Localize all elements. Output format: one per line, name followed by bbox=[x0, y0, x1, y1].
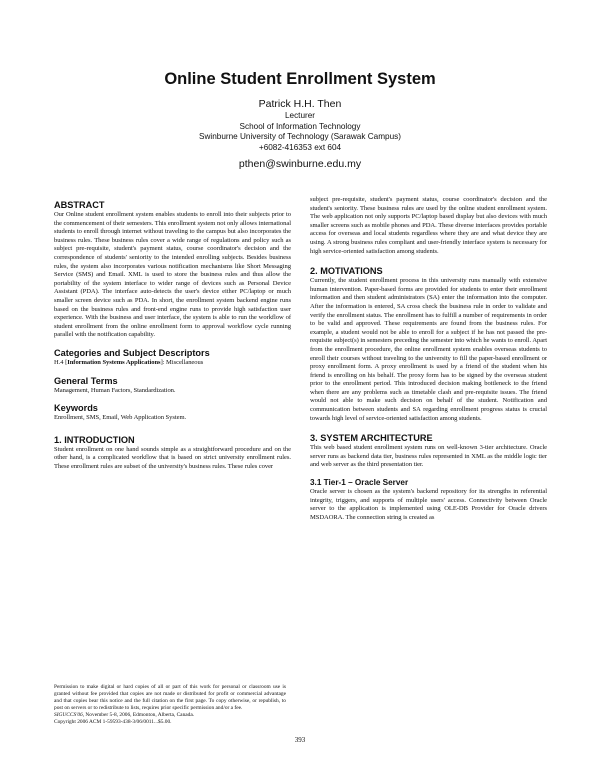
categories-heading: Categories and Subject Descriptors bbox=[54, 347, 210, 358]
permission-block bbox=[54, 684, 286, 727]
introduction-heading: 1. INTRODUCTION bbox=[54, 434, 135, 445]
left-column bbox=[54, 200, 291, 471]
keywords-text: Enrollment, SMS, Email, Web Application System. bbox=[54, 414, 187, 422]
categories-text bbox=[54, 359, 291, 368]
categories-rest: ]: Miscellaneous bbox=[160, 358, 204, 366]
general-terms-heading: General Terms bbox=[54, 375, 118, 386]
general-terms-text: Management, Human Factors, Standardization. bbox=[54, 386, 176, 394]
author-name: Patrick H.H. Then bbox=[258, 98, 342, 110]
keywords-heading: Keywords bbox=[54, 403, 98, 414]
tier1-heading: 3.1 Tier-1 – Oracle Server bbox=[310, 478, 409, 488]
author-phone: +6082-416353 ext 604 bbox=[258, 142, 342, 152]
abstract-heading: ABSTRACT bbox=[54, 200, 105, 210]
motivations-heading: 2. MOTIVATIONS bbox=[310, 266, 383, 277]
page-number: 393 bbox=[294, 736, 306, 744]
copyright-line: Copyright 2006 ACM 1-59593-438-3/06/0011...$5.00. bbox=[54, 719, 172, 726]
author-position: Lecturer bbox=[284, 111, 316, 120]
paper-title: Online Student Enrollment System bbox=[164, 70, 436, 88]
categories-bold: Information Systems Applications bbox=[67, 358, 161, 366]
system-architecture-heading: 3. SYSTEM ARCHITECTURE bbox=[310, 433, 433, 444]
author-email: pthen@swinburne.edu.my bbox=[238, 158, 362, 170]
conference-details: , November 5-8, 2006, Edmonton, Alberta, Canada. bbox=[82, 712, 195, 719]
permission-text: Permission to make digital or hard copies of all or part of this work for personal or classroom use is granted without fee provided that copies are not made or distributed for profit or commercial advantage and that copies bear this notice and the full citation on the first page. To copy otherwise, or republish, to post on servers or to redistribute to lists, requires prior specific permission and/or a fee. bbox=[54, 684, 286, 712]
system-architecture-text: This web based student enrollment system runs on well-known 3-tier architecture. Oracle server runs as backend data tier, business rules represented in XML as the middle logic tier and web server as the third presentation tier. bbox=[310, 444, 547, 469]
motivations-text: Currently, the student enrollment process in this university runs manually with extensive human intervention. Paper-based forms are provided for students to enter their enrollment information and then student administrators (SA) enter the information into the computer. After the information is entered, SA cross check the business rule in order to validate and verify the enrollment status. The enrollment has to fulfill a number of requirements in order to be valid and approved. These requirements are found from the business rules. For example, a student would not be able to enroll for a subject if he has not passed the pre-requisite subject(s) in semesters preceding the semester into which he wants to enroll. Apart from the enrollment procedure, the online enrollment system enables overseas students to enroll their courses without traveling to the university to fill the paper-based enrollment or proxy enrollment form. A proxy enrollment is used by a friend of the student when his friend is enrolling on his behalf. The proxy form has to be signed by the overseas student prior to the enrollment period. This introduced decision making bottleneck to the friend when there are any problems such as timetable clash and pre-requisite issues. The friend would not able to make such decision on behalf of the student. Notification and communication between students and SA regarding enrollment progress status is crucial towards high level of service-oriented satisfaction among students. bbox=[310, 277, 547, 422]
right-column bbox=[310, 196, 547, 522]
abstract-text: Our Online student enrollment system enables students to enroll into their subjects prior to the commencement of their semesters. This enrollment system not only allows international students to enroll through internet without traveling to the campus but also incorporates the business rules. These business rules cover a wide range of regulations and policy such as subject pre-requisite, student's payment status, course coordinator's decision and the correspondence of students' seniority to the intended enrolling subjects. Besides business rules, the system also incorporates various notification mechanisms like Short Messaging Service (SMS) and Email. XML is used to store the business rules and thus allow the portability of the system interface to wider range of devices such as Personal Device Assistant (PDA). The interface auto-detects the user's device either PC/laptop or much smaller screen device such as PDA. In short, the enrollment system backend engine runs based on the business rules and front-end engine runs to provide high satisfaction user experience. With the business and user interface, the system is able to run the workflow of student enrollment from the online enrollment form to approval workflow cycle running parallel with the notification capability. bbox=[54, 211, 291, 339]
tier1-text: Oracle server is chosen as the system's backend repository for its strengths in referential integrity, triggers, and supports of multiple users' access. Connectivity between Oracle server to the application is implemented using OLE-DB Provider for Oracle drivers MSDAORA. The connection string is created as bbox=[310, 488, 547, 521]
author-school: School of Information Technology bbox=[239, 121, 361, 131]
author-university: Swinburne University of Technology (Sarawak Campus) bbox=[199, 132, 401, 141]
author-block bbox=[0, 98, 600, 170]
categories-code: H.4 [ bbox=[54, 358, 68, 366]
conference-name: SIGUCCS'06 bbox=[54, 712, 83, 719]
introduction-continued-text: subject pre-requisite, student's payment status, course coordinator's decision and the student's seniority. These business rules are used by the online student enrollment system. The web application not only supports PC/laptop based display but also devices with much smaller screens such as mobile phones and PDA. These diverse interfaces provides portable access for overseas and local students regardless where they are and what device they are using. A strong business rules compliant and user-friendly interface system is necessary for high service-oriented satisfaction among students. bbox=[310, 196, 547, 255]
introduction-text: Student enrollment on one hand sounds simple as a straightforward procedure and on the other hand, is a complicated workflow that is based on strict university enrollment rules. These enrollment rules are subset of the university's business rules. These rules cover bbox=[54, 445, 291, 470]
